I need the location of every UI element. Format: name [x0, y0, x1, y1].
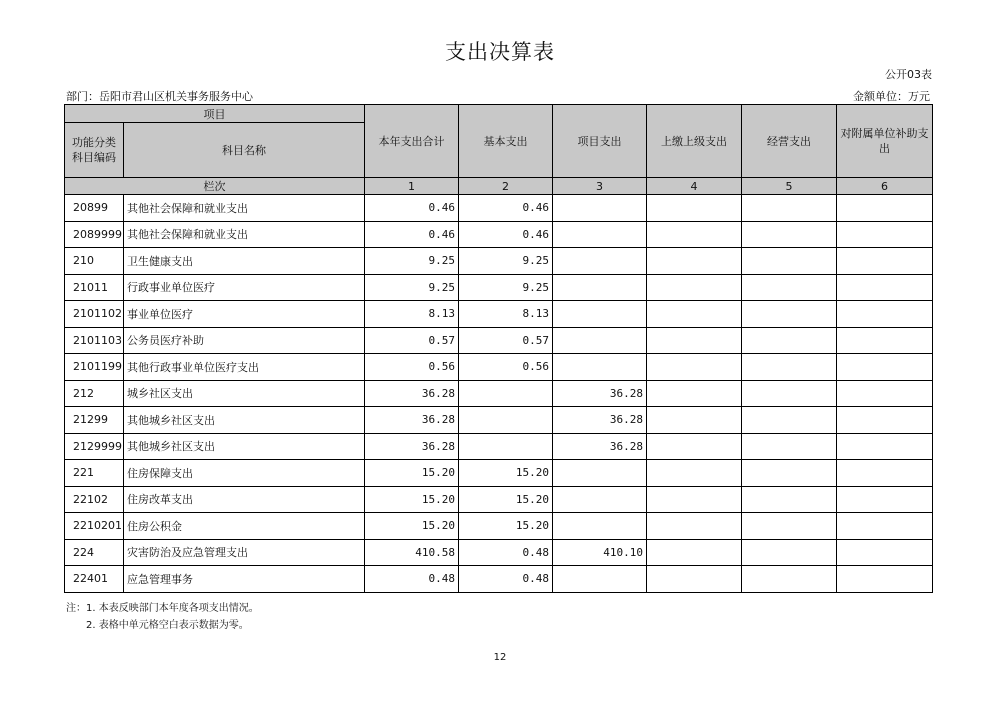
cell-name: 住房保障支出: [124, 460, 365, 487]
col-number: 4: [647, 178, 742, 195]
cell-name: 其他社会保障和就业支出: [124, 195, 365, 222]
cell-total: 36.28: [365, 380, 459, 407]
table-row: [65, 566, 933, 593]
cell-basic: 15.20: [459, 486, 553, 513]
cell-total: 0.46: [365, 221, 459, 248]
col-number: 2: [459, 178, 553, 195]
cell-business: [742, 221, 837, 248]
cell-subsidy: [837, 380, 933, 407]
cell-project: [553, 301, 647, 328]
cell-subsidy: [837, 433, 933, 460]
cell-subsidy: [837, 248, 933, 275]
cell-total: 0.48: [365, 566, 459, 593]
cell-total: 36.28: [365, 407, 459, 434]
header-col-basic: 基本支出: [459, 105, 553, 178]
header-col-upper: 上缴上级支出: [647, 105, 742, 178]
cell-business: [742, 380, 837, 407]
cell-subsidy: [837, 221, 933, 248]
cell-name: 事业单位医疗: [124, 301, 365, 328]
cell-total: 36.28: [365, 433, 459, 460]
cell-business: [742, 407, 837, 434]
cell-subsidy: [837, 513, 933, 540]
cell-name: 应急管理事务: [124, 566, 365, 593]
cell-upper: [647, 433, 742, 460]
cell-basic: [459, 407, 553, 434]
cell-upper: [647, 274, 742, 301]
header-col-total: 本年支出合计: [365, 105, 459, 178]
cell-upper: [647, 301, 742, 328]
cell-total: 15.20: [365, 486, 459, 513]
table-body: [65, 195, 933, 593]
page-number: 12: [493, 652, 507, 663]
cell-subsidy: [837, 539, 933, 566]
cell-subsidy: [837, 407, 933, 434]
table-row: [65, 486, 933, 513]
cell-basic: 15.20: [459, 513, 553, 540]
cell-name: 住房公积金: [124, 513, 365, 540]
header-subject-name: 科目名称: [124, 123, 365, 178]
cell-business: [742, 274, 837, 301]
header-func-code: 功能分类科目编码: [65, 123, 124, 178]
notes: [66, 600, 259, 634]
cell-project: [553, 274, 647, 301]
table-row: [65, 221, 933, 248]
cell-code: 22102: [65, 486, 124, 513]
cell-basic: 0.48: [459, 539, 553, 566]
cell-upper: [647, 195, 742, 222]
cell-total: 0.46: [365, 195, 459, 222]
cell-project: [553, 327, 647, 354]
cell-business: [742, 354, 837, 381]
table-row: [65, 327, 933, 354]
cell-code: 21011: [65, 274, 124, 301]
cell-business: [742, 301, 837, 328]
cell-business: [742, 327, 837, 354]
cell-project: 36.28: [553, 407, 647, 434]
table-row: [65, 195, 933, 222]
cell-total: 0.57: [365, 327, 459, 354]
cell-basic: 9.25: [459, 274, 553, 301]
cell-name: 其他城乡社区支出: [124, 433, 365, 460]
cell-upper: [647, 566, 742, 593]
cell-upper: [647, 513, 742, 540]
cell-code: 221: [65, 460, 124, 487]
cell-code: 2210201: [65, 513, 124, 540]
table-row: [65, 433, 933, 460]
page-title: 支出决算表: [445, 40, 555, 64]
cell-business: [742, 539, 837, 566]
col-number: 6: [837, 178, 933, 195]
cell-basic: 0.57: [459, 327, 553, 354]
cell-name: 卫生健康支出: [124, 248, 365, 275]
cell-total: 8.13: [365, 301, 459, 328]
cell-subsidy: [837, 274, 933, 301]
cell-total: 15.20: [365, 513, 459, 540]
table-row: [65, 248, 933, 275]
cell-subsidy: [837, 354, 933, 381]
cell-subsidy: [837, 460, 933, 487]
table-row: [65, 460, 933, 487]
cell-project: 36.28: [553, 433, 647, 460]
cell-business: [742, 433, 837, 460]
cell-project: [553, 566, 647, 593]
cell-upper: [647, 539, 742, 566]
cell-upper: [647, 460, 742, 487]
cell-name: 住房改革支出: [124, 486, 365, 513]
header-col-project: 项目支出: [553, 105, 647, 178]
form-number: 公开03表: [885, 68, 932, 81]
cell-name: 其他城乡社区支出: [124, 407, 365, 434]
cell-project: [553, 221, 647, 248]
cell-code: 210: [65, 248, 124, 275]
cell-name: 公务员医疗补助: [124, 327, 365, 354]
cell-upper: [647, 380, 742, 407]
cell-business: [742, 513, 837, 540]
table-row: [65, 380, 933, 407]
table-row: [65, 274, 933, 301]
unit-label: 金额单位：万元: [853, 90, 930, 103]
table-row: [65, 539, 933, 566]
cell-code: 22401: [65, 566, 124, 593]
cell-subsidy: [837, 195, 933, 222]
cell-subsidy: [837, 566, 933, 593]
header-col-subsidy: 对附属单位补助支出: [837, 105, 933, 178]
cell-total: 15.20: [365, 460, 459, 487]
cell-subsidy: [837, 327, 933, 354]
cell-code: 2101199: [65, 354, 124, 381]
cell-project: [553, 486, 647, 513]
cell-total: 0.56: [365, 354, 459, 381]
cell-name: 灾害防治及应急管理支出: [124, 539, 365, 566]
cell-basic: 0.48: [459, 566, 553, 593]
cell-code: 20899: [65, 195, 124, 222]
cell-project: 36.28: [553, 380, 647, 407]
cell-code: 2101103: [65, 327, 124, 354]
cell-subsidy: [837, 301, 933, 328]
note-1: 注：1. 本表反映部门本年度各项支出情况。: [66, 603, 259, 614]
cell-code: 21299: [65, 407, 124, 434]
cell-subsidy: [837, 486, 933, 513]
header-item: 项目: [65, 105, 365, 123]
cell-code: 2129999: [65, 433, 124, 460]
cell-upper: [647, 248, 742, 275]
cell-project: [553, 248, 647, 275]
cell-code: 2101102: [65, 301, 124, 328]
cell-upper: [647, 327, 742, 354]
table-row: [65, 407, 933, 434]
cell-project: [553, 195, 647, 222]
cell-total: 9.25: [365, 248, 459, 275]
cell-business: [742, 460, 837, 487]
col-number: 5: [742, 178, 837, 195]
table-row: [65, 513, 933, 540]
cell-code: 224: [65, 539, 124, 566]
cell-basic: 0.46: [459, 195, 553, 222]
table-row: [65, 301, 933, 328]
cell-business: [742, 486, 837, 513]
cell-basic: [459, 433, 553, 460]
header-col-business: 经营支出: [742, 105, 837, 178]
cell-basic: 9.25: [459, 248, 553, 275]
cell-upper: [647, 407, 742, 434]
note-2: 2. 表格中单元格空白表示数据为零。: [86, 620, 249, 631]
cell-business: [742, 195, 837, 222]
cell-name: 行政事业单位医疗: [124, 274, 365, 301]
department-label: 部门：岳阳市君山区机关事务服务中心: [66, 90, 253, 103]
cell-basic: 15.20: [459, 460, 553, 487]
expenditure-table: [64, 104, 933, 593]
cell-upper: [647, 354, 742, 381]
cell-project: [553, 354, 647, 381]
cell-project: 410.10: [553, 539, 647, 566]
cell-basic: 0.46: [459, 221, 553, 248]
cell-basic: [459, 380, 553, 407]
cell-business: [742, 566, 837, 593]
col-number: 3: [553, 178, 647, 195]
cell-total: 410.58: [365, 539, 459, 566]
cell-upper: [647, 221, 742, 248]
cell-code: 2089999: [65, 221, 124, 248]
cell-basic: 0.56: [459, 354, 553, 381]
cell-project: [553, 513, 647, 540]
cell-code: 212: [65, 380, 124, 407]
cell-name: 其他社会保障和就业支出: [124, 221, 365, 248]
cell-upper: [647, 486, 742, 513]
cell-total: 9.25: [365, 274, 459, 301]
cell-business: [742, 248, 837, 275]
cell-project: [553, 460, 647, 487]
table-row: [65, 354, 933, 381]
cell-name: 城乡社区支出: [124, 380, 365, 407]
col-number: 1: [365, 178, 459, 195]
cell-basic: 8.13: [459, 301, 553, 328]
cell-name: 其他行政事业单位医疗支出: [124, 354, 365, 381]
header-row-index: 栏次: [65, 178, 365, 195]
